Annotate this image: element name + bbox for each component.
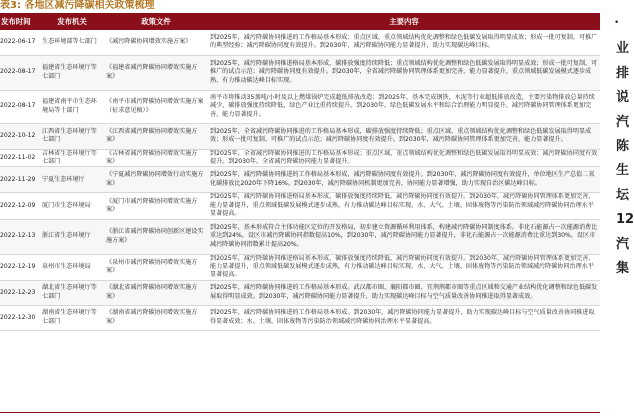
cell-org: 江西省生态环境厅等七部门: [40, 123, 104, 149]
table-row: [0, 149, 600, 167]
cell-date: 2022-11-02: [0, 149, 40, 167]
sidebar-char: 业: [616, 41, 630, 56]
sidebar-char: 12: [616, 212, 634, 227]
cell-content: 到2025年，全省减污降碳协同推进的工作格局基本形成；重点区域、重点领域结构优化调整和绿色低碳发展取得明显成效；减污降碳协同度有效提升。到2030年，全省减污降碳协同能力显著提升。: [208, 149, 600, 167]
cell-content: 到2025年，减污降碳协同推进格局基本形成，碳排放强度持续降低；重点领域结构优化调整和绿色低碳发展取得明显成效；形成一批可复制、可推广的试点示范；减污降碳协同度有效提升。到2030年，全省减污降碳协同管理体系更加完善，能力显著提升，重点领域低碳发展模式逐步成熟，有力推动碳达峰目标实现。: [208, 55, 600, 90]
cell-date: 2022-12-09: [0, 193, 40, 219]
cell-date: 2022-08-17: [0, 90, 40, 123]
cell-date: 2022-11-29: [0, 167, 40, 193]
cell-org: 湖南省生态环境厅等七部门: [40, 305, 104, 330]
cell-doc: 《江西省减污降碳协同增效实施方案》: [104, 123, 208, 149]
cell-date: 2022-12-30: [0, 305, 40, 330]
cell-content: 到2025年，全省减污降碳协同推进的工作格局基本形成，碳排放强度持续降低；重点区域、重点领域结构优化调整和绿色低碳发展取得明显成效；形成一批可复制、可推广的试点示范；减污降碳协同度有效提升。到2030年，减污降碳协同管理体系更加完善，能力显著提升。: [208, 123, 600, 149]
table-bottom-rule: [0, 412, 600, 413]
table-row: [0, 167, 600, 193]
sidebar-bullet: •: [614, 18, 620, 28]
sidebar-char: 陈: [616, 139, 630, 154]
cell-doc: 《宁夏减污降碳协同增效行动实施方案》: [104, 167, 208, 193]
table-title: 表3: 各地区减污降碳相关政策梳理: [0, 0, 155, 11]
cell-org: 浙江省生态环境厅: [40, 219, 104, 254]
cell-content: 到2025年，基本形成符合主体功能区定位的开发格局，初步建立资源循环利用体系，构建减污降碳协同制度体系。非化石能源占一次能源消费比重达到24%，设区市减污降碳协同指数提高10%，到2030年，减污降碳协同能力显著提升，非化石能源占一次能源消费比重达到30%，设区市减污降碳协同指数累计提高20%。: [208, 219, 600, 254]
col-org-header: 发布机关: [57, 17, 87, 26]
table-row: [0, 30, 600, 55]
sidebar-char: 排: [616, 66, 630, 81]
cell-doc: 《厦门市减污降碳协同增效实施方案》: [104, 193, 208, 219]
cell-date: 2022-12-23: [0, 280, 40, 305]
cell-content: 南平市将推动35蒸吨/小时及以上燃煤锅炉完成超低排放改造；到2025年，基本完成钢铁、水泥等行业超低排放改造，主要污染物排放总量持续减少，碳排放强度持续降低，绿色产业比重持续提升。到2030年，绿色低碳发展水平和综合治理能力明显提升，减污降碳协同管理体系更加完善，能力显著提升。: [208, 90, 600, 123]
cell-org: 吉林省生态环境厅等七部门: [40, 149, 104, 167]
table-row: [0, 280, 600, 305]
right-column-fragment: [608, 0, 634, 416]
cell-org: 湖北省生态环境厅等七部门: [40, 280, 104, 305]
cell-doc: 《泉州市减污降碳协同增效实施方案》: [104, 254, 208, 280]
cell-content: 到2025年，减污降碳协同推进的工作格局基本形成。到2030年，减污降碳协同能力显著提升，助力实现碳达峰目标与空气质量改善协同推进取得显著成效；水、土壤、固体废物等污染防治领域减污降碳协同治理水平显著提高。: [208, 305, 600, 330]
cell-date: 2022-10-12: [0, 123, 40, 149]
cell-org: 泉州市生态环境局: [40, 254, 104, 280]
cell-date: 2022-08-17: [0, 55, 40, 90]
table-body: [0, 30, 600, 330]
cell-content: 到2025年，减污降碳协同推进的工作格局基本形成，减污降碳协同度有效提升。到2030年，减污降碳协同度有效提升，单位地区生产总值二氧化碳排放比2020年下降16%。到2030年，减污降碳协同机制更加完善、协同能力显著增强，助力实现自治区碳达峰目标。: [208, 167, 600, 193]
cell-org: 福建省生态环境厅等七部门: [40, 55, 104, 90]
cell-content: 到2025年，减污降碳协同推进格局基本形成，碳排放强度持续降低，减污降碳协同度有效提升。到2030年，减污降碳协同管理体系更加完善、能力显著提升，重点领域低碳发展模式逐步成熟，有力推动碳达峰目标实现。水、大气、土壤、固体废物等污染防治领域减污降碳协同治理水平显著提高。: [208, 193, 600, 219]
cell-date: 2022-06-17: [0, 30, 40, 55]
table-row: [0, 305, 600, 330]
table-row: [0, 55, 600, 90]
cell-date: 2022-12-19: [0, 254, 40, 280]
cell-content: 到2025年，减污降碳协同推进的工作格局基本形成；重点区域、重点领域结构优化调整和绿色低碳发展取得明显成效；形成一批可复制、可推广的典型经验；减污降碳协同度有效提升。到2030年，减污降碳协同能力显著提升，助力实现碳达峰目标。: [208, 30, 600, 55]
sidebar-char: 坛: [616, 188, 630, 203]
sidebar-char: 集: [616, 261, 630, 276]
cell-doc: 《湖北省减污降碳协同增效实施方案》: [104, 280, 208, 305]
sidebar-char: 汽: [616, 237, 630, 252]
col-doc-header: 政策文件: [141, 17, 171, 26]
cell-org: 宁夏生态环境厅: [40, 167, 104, 193]
sidebar-char: 说: [616, 90, 630, 105]
policy-table: [0, 13, 600, 331]
cell-doc: 《湖南省减污降碳协同增效实施方案》: [104, 305, 208, 330]
cell-content: 到2025年，减污降碳协同推进的工作格局基本形成。武汉都市圈、襄阳都市圈、宜荆荆都市圈等重点区域和交通产业结构优化调整和绿色低碳发展取得明显成效。到2030年，减污降碳协同能力显著提升，助力实现碳达峰目标与空气质量改善协同推进取得显著成效。: [208, 280, 600, 305]
cell-org: 厦门市生态环境局: [40, 193, 104, 219]
cell-org: 福建省南平市生态环境局等十部门: [40, 90, 104, 123]
cell-content: 到2025年，减污降碳协同推进格局基本形成，碳排放强度持续降低，减污降碳协同度有效提升。到2030年，减污降碳协同管理体系更加完善、能力显著提升，重点领域低碳发展模式逐步成熟，有力推动碳达峰目标实现。水、大气、土壤、固体废物等污染防治领域减污降碳协同治理水平显著提高。: [208, 254, 600, 280]
table-row: [0, 219, 600, 254]
cell-org: 生态环境部等七部门: [40, 30, 104, 55]
cell-doc: 《吉林省减污降碳协同增效实施方案》: [104, 149, 208, 167]
cell-doc: 《减污降碳协同增效实施方案》: [104, 30, 208, 55]
table-row: [0, 123, 600, 149]
table-row: [0, 254, 600, 280]
col-content-header: 主要内容: [389, 17, 419, 26]
cell-date: 2022-12-13: [0, 219, 40, 254]
cell-doc: 《浙江省减污降碳协同创新区建设实施方案》: [104, 219, 208, 254]
cell-doc: 《福建省减污降碳协同增效实施方案》: [104, 55, 208, 90]
col-date-header: 发布时间: [1, 17, 31, 26]
table-row: [0, 193, 600, 219]
sidebar-char: 汽: [616, 115, 630, 130]
table-row: [0, 90, 600, 123]
table-header: [0, 13, 600, 30]
sidebar-char: 生: [616, 163, 630, 178]
cell-doc: 《南平市减污降碳协同增效实施方案（征求意见稿）》: [104, 90, 208, 123]
